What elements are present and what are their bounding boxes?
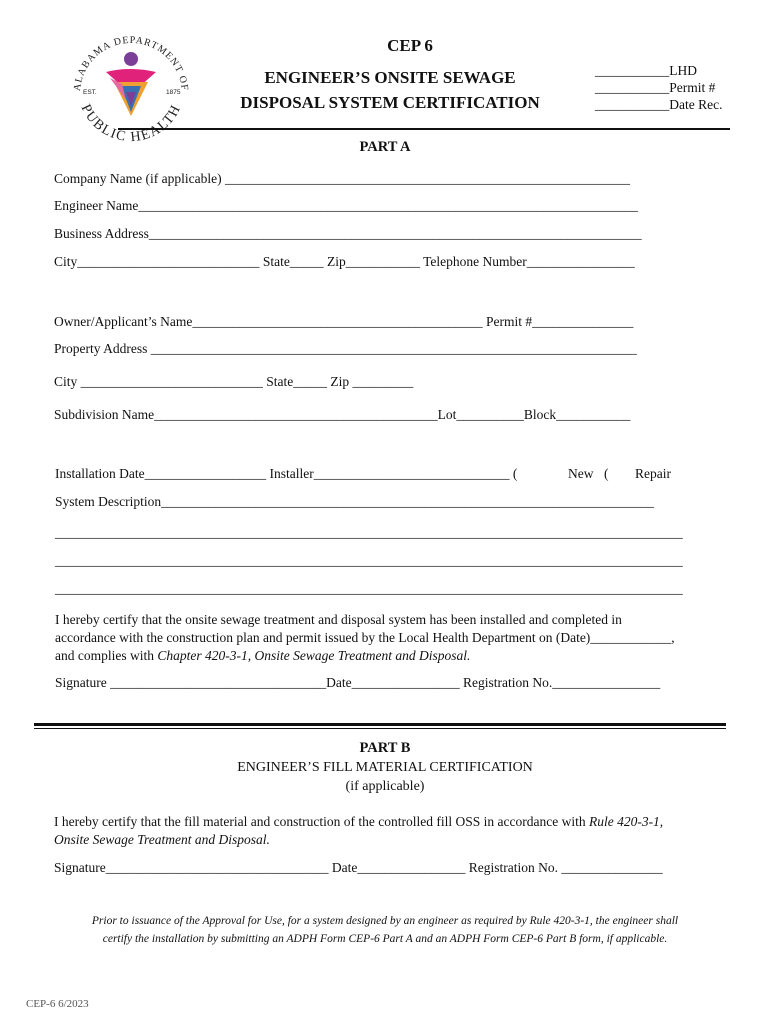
new-checkbox-label[interactable]: New	[568, 466, 594, 481]
certification-line-3-prefix: and complies with	[55, 648, 158, 663]
part-a-signature-field[interactable]: Signature ________________________________Date________________ Registration No.________________	[55, 675, 661, 690]
engineer-name-field[interactable]: Engineer Name__________________________________________________________________________	[54, 198, 638, 213]
description-blank-line[interactable]: _____________________________________________________________________________________________	[55, 525, 683, 540]
office-field-date-rec[interactable]: ___________Date Rec.	[595, 97, 723, 112]
header-divider	[118, 128, 730, 130]
part-b-cert-line-2: Onsite Sewage Treatment and Disposal.	[54, 832, 270, 847]
city-state-zip-phone-field[interactable]: City___________________________ State_____ Zip___________ Telephone Number________________	[54, 254, 635, 269]
part-b-heading: PART B	[359, 740, 411, 756]
office-field-permit[interactable]: ___________Permit #	[595, 80, 716, 95]
property-city-state-zip-field[interactable]: City ___________________________ State_____ Zip _________	[54, 374, 414, 389]
property-address-field[interactable]: Property Address ________________________________________________________________________	[54, 341, 637, 356]
part-b-cert-line-1	[54, 814, 663, 830]
section-divider-thick	[34, 723, 726, 726]
form-title-line2: DISPOSAL SYSTEM CERTIFICATION	[240, 93, 540, 112]
description-blank-line[interactable]: _____________________________________________________________________________________________	[55, 581, 683, 596]
logo-ring-bottom: PUBLIC HEALTH	[77, 101, 185, 146]
section-divider-thin	[34, 728, 726, 729]
footer-note-line-2: certify the installation by submitting an ADPH Form CEP-6 Part A and an ADPH Form CEP-6 Part B form, if applicable.	[102, 933, 668, 945]
logo-year: 1875	[166, 89, 181, 96]
part-a-heading: PART A	[359, 139, 411, 155]
part-b-cert-prefix: I hereby certify that the fill material and construction of the controlled fill OSS in accordance with	[54, 814, 589, 829]
installation-installer-field[interactable]: Installation Date__________________ Installer_____________________________ (	[55, 466, 518, 481]
subdivision-lot-block-field[interactable]: Subdivision Name__________________________________________Lot__________Block___________	[54, 407, 631, 422]
logo-ring-top: ALABAMA DEPARTMENT OF	[71, 34, 190, 92]
description-blank-line[interactable]: _____________________________________________________________________________________________	[55, 553, 683, 568]
form-title-line1: ENGINEER’S ONSITE SEWAGE	[264, 68, 516, 87]
part-b-title: ENGINEER’S FILL MATERIAL CERTIFICATION	[237, 760, 533, 775]
logo-est: EST.	[83, 89, 97, 96]
part-b-signature-field[interactable]: Signature_________________________________ Date________________ Registration No. _______________	[54, 860, 663, 875]
form-code: CEP 6	[387, 36, 433, 55]
repair-checkbox-paren[interactable]: (	[604, 466, 609, 481]
owner-permit-field[interactable]: Owner/Applicant’s Name___________________________________________ Permit #_______________	[54, 314, 634, 329]
adph-logo	[66, 26, 196, 156]
certification-line-3	[55, 648, 470, 664]
footer-note-line-1: Prior to issuance of the Approval for Use, for a system designed by an engineer as required by Rule 420-3-1, the engineer shall	[91, 915, 679, 927]
rule-reference: Rule 420-3-1,	[588, 814, 664, 829]
chapter-reference: Chapter 420-3-1, Onsite Sewage Treatment and Disposal.	[157, 648, 471, 663]
part-b-subtitle: (if applicable)	[345, 779, 425, 794]
system-description-field[interactable]: System Description_________________________________________________________________________	[55, 494, 654, 509]
repair-checkbox-label[interactable]: Repair	[635, 466, 671, 481]
business-address-field[interactable]: Business Address_________________________________________________________________________	[54, 226, 642, 241]
company-name-field[interactable]: Company Name (if applicable) ____________________________________________________________	[54, 171, 630, 186]
certification-line-2[interactable]: accordance with the construction plan and permit issued by the Local Health Department on (Date)____________,	[55, 630, 675, 645]
certification-line-1: I hereby certify that the onsite sewage treatment and disposal system has been installed and completed in	[55, 612, 622, 627]
office-field-lhd[interactable]: ___________LHD	[595, 63, 697, 78]
form-id: CEP-6 6/2023	[26, 998, 89, 1010]
